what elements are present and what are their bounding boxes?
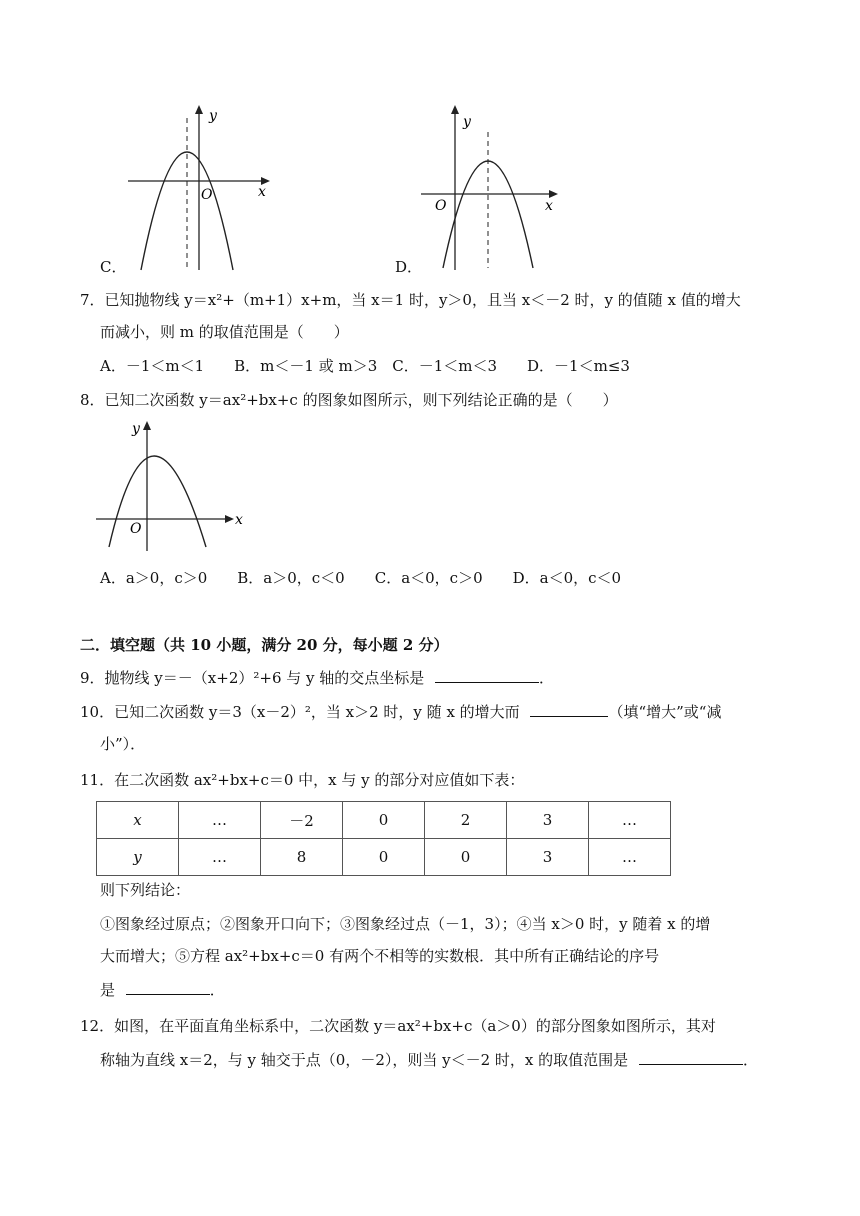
- table-cell: －2: [261, 802, 343, 839]
- q12-end: ．: [742, 1051, 758, 1069]
- option-c-label: C．: [100, 258, 127, 276]
- option-d-label: D．: [395, 258, 423, 276]
- q8-x-label: x: [235, 512, 243, 528]
- q9-end: ．: [539, 669, 555, 687]
- q10-line-1: [80, 702, 721, 722]
- d-x-label: x: [545, 198, 553, 214]
- table-cell: 0: [343, 802, 425, 839]
- q8-line-1: 8．已知二次函数 y＝ax²+bx+c 的图象如图所示，则下列结论正确的是（ ）: [80, 391, 618, 409]
- q11-value-table: [96, 801, 671, 876]
- q7-options: A．－1＜m＜1 B．m＜－1 或 m＞3 C．－1＜m＜3 D．－1＜m≤3: [100, 357, 630, 375]
- q10-answer-blank[interactable]: [530, 702, 608, 717]
- q10-line-2: 小”）．: [100, 735, 146, 753]
- d-x-arrow: [549, 190, 558, 198]
- table-cell: 0: [425, 839, 507, 876]
- q8-options: A．a＞0，c＞0 B．a＞0，c＜0 C．a＜0，c＞0 D．a＜0，c＜0: [100, 569, 622, 587]
- table-cell: …: [179, 839, 261, 876]
- q11-answer-blank[interactable]: [126, 980, 210, 995]
- q8-graph: [92, 415, 252, 555]
- q10-text: 10．已知二次函数 y＝3（x－2）²，当 x＞2 时，y 随 x 的增大而: [80, 703, 520, 721]
- q10-tail: （填“增大”或“减: [608, 703, 722, 721]
- c-y-arrow: [195, 105, 203, 114]
- q8-y-label: y: [132, 421, 140, 437]
- table-cell: …: [589, 839, 671, 876]
- c-x-label: x: [258, 184, 266, 200]
- q11-after-table: 则下列结论：: [100, 881, 191, 899]
- table-row: [97, 839, 671, 876]
- q11-c3-text: 是: [100, 981, 116, 999]
- q11-line-1: 11．在二次函数 ax²+bx+c＝0 中，x 与 y 的部分对应值如下表：: [80, 771, 525, 789]
- q8-y-arrow: [143, 421, 151, 430]
- c-origin-label: O: [201, 187, 213, 203]
- q9-answer-blank[interactable]: [435, 668, 539, 683]
- table-cell: …: [179, 802, 261, 839]
- c-y-label: y: [209, 108, 217, 124]
- figure-d-graph: [415, 100, 575, 275]
- q9-line: [80, 668, 554, 688]
- d-origin-label: O: [435, 198, 447, 214]
- q8-parabola: [109, 456, 206, 547]
- table-row: [97, 802, 671, 839]
- q11-conclusions-3: [100, 980, 225, 1000]
- q8-origin-label: O: [130, 521, 142, 537]
- d-y-arrow: [451, 105, 459, 114]
- table-cell: 3: [507, 802, 589, 839]
- q9-text: 9．抛物线 y＝－（x+2）²+6 与 y 轴的交点坐标是: [80, 669, 425, 687]
- table-cell: 8: [261, 839, 343, 876]
- q11-conclusions-2: 大而增大；⑤方程 ax²+bx+c＝0 有两个不相等的实数根．其中所有正确结论的序号: [100, 947, 660, 965]
- table-cell: …: [589, 802, 671, 839]
- table-cell: 3: [507, 839, 589, 876]
- q11-c3-end: ．: [209, 981, 225, 999]
- q12-text: 称轴为直线 x＝2，与 y 轴交于点（0，－2），则当 y＜－2 时，x 的取值范围是: [100, 1051, 629, 1069]
- q12-answer-blank[interactable]: [639, 1050, 743, 1065]
- q11-conclusions-1: ①图象经过原点；②图象开口向下；③图象经过点（－1，3）；④当 x＞0 时，y 随着 x 的增: [100, 915, 711, 933]
- section-2-title: 二．填空题（共 10 小题，满分 20 分，每小题 2 分）: [80, 636, 449, 654]
- table-cell: y: [97, 839, 179, 876]
- q12-line-1: 12．如图，在平面直角坐标系中，二次函数 y＝ax²+bx+c（a＞0）的部分图象如图所示，其对: [80, 1017, 716, 1035]
- q12-line-2: [100, 1050, 758, 1070]
- d-y-label: y: [463, 114, 471, 130]
- q7-line-2: 而减小，则 m 的取值范围是（ ）: [100, 323, 349, 341]
- q8-x-arrow: [225, 515, 234, 523]
- table-cell: 2: [425, 802, 507, 839]
- figure-c-graph: [120, 100, 280, 275]
- table-cell: x: [97, 802, 179, 839]
- q7-line-1: 7．已知抛物线 y＝x²+（m+1）x+m，当 x＝1 时，y＞0，且当 x＜－2 时，y 的值随 x 值的增大: [80, 291, 741, 309]
- table-cell: 0: [343, 839, 425, 876]
